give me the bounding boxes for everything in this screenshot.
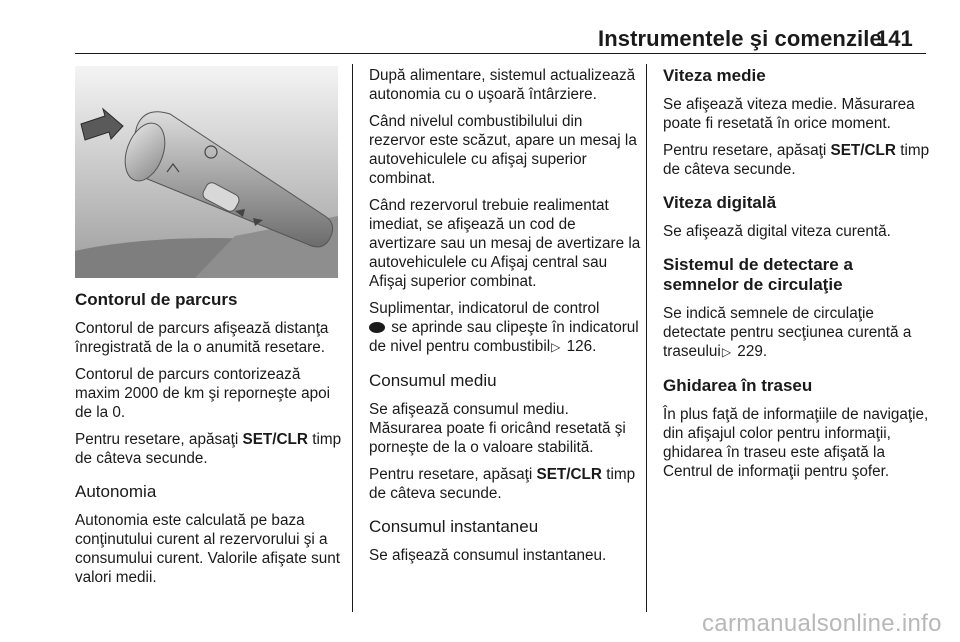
text: Pentru resetare, apăsaţi — [663, 142, 831, 159]
page-number: 141 — [876, 26, 913, 51]
text: timp de câteva secunde. — [663, 142, 930, 178]
page-reference-icon: ▷ — [721, 345, 732, 359]
paragraph: Se afişează viteza medie. Măsurarea poate fi resetată în orice moment. — [663, 96, 915, 132]
paragraph — [663, 141, 931, 179]
column-divider-1 — [352, 64, 353, 612]
heading-instant-consumption: Consumul instantaneu — [369, 517, 539, 536]
column-3 — [663, 66, 931, 489]
set-clr-label: SET/CLR — [242, 431, 308, 448]
page-reference-icon: ▷ — [551, 340, 561, 354]
paragraph: Când rezervorul trebuie realimentat imediat, se afişează un cod de avertizare sau un mesaj de avertizare la autovehiculele cu Afişaj central sau Afişaj superior combinat. — [369, 197, 641, 290]
paragraph — [75, 430, 347, 468]
paragraph: Se afişează digital viteza curentă. — [663, 223, 891, 240]
heading-route-guidance: Ghidarea în traseu — [663, 376, 813, 395]
heading-traffic-sign-detection: Sistemul de detectare a semnelor de circulaţie — [663, 255, 853, 294]
paragraph: După alimentare, sistemul actualizează autonomia cu o uşoară întârziere. — [369, 67, 636, 103]
set-clr-label: SET/CLR — [536, 466, 602, 483]
paragraph: Când nivelul combustibilului din rezervor este scăzut, apare un mesaj la autovehiculele cu afişaj superior combinat. — [369, 113, 637, 187]
page-header-title: Instrumentele şi comenzile — [598, 26, 882, 51]
text: timp de câteva secunde. — [369, 466, 636, 502]
paragraph — [663, 304, 931, 362]
text: Suplimentar, indicatorul de control — [369, 300, 600, 317]
header-rule — [75, 53, 926, 54]
stalk-illustration — [75, 66, 338, 278]
heading-digital-speed: Viteza digitală — [663, 193, 777, 212]
paragraph: Contorul de parcurs contorizează maxim 2000 de km şi reporneşte apoi de la 0. — [75, 366, 331, 421]
paragraph: În plus faţă de informaţiile de navigaţie, din afişajul color pentru informaţii, ghidarea în traseu este afişată la Centrul de informaţii pentru şofer. — [663, 406, 929, 480]
text: timp de câteva secunde. — [75, 431, 342, 467]
text: Se indică semnele de circulaţie detectate pentru secţiunea curentă a traseului — [663, 305, 912, 360]
heading-odometer: Contorul de parcurs — [75, 290, 238, 309]
paragraph: Se afişează consumul mediu. Măsurarea poate fi oricând resetată şi porneşte de la o valoare stabilită. — [369, 401, 626, 456]
page-reference: 126. — [562, 338, 597, 355]
text: Pentru resetare, apăsaţi — [369, 466, 537, 483]
set-clr-label: SET/CLR — [830, 142, 896, 159]
paragraph — [369, 465, 641, 503]
column-divider-2 — [646, 64, 647, 612]
text: Pentru resetare, apăsaţi — [75, 431, 243, 448]
text: se aprinde sau clipeşte în indicatorul de nivel pentru combustibil — [369, 319, 639, 355]
column-2 — [369, 66, 641, 573]
paragraph: Autonomia este calculată pe baza conţinutului curent al rezervorului şi a consumului curent. Valorile afişate sunt valori medii. — [75, 512, 340, 586]
paragraph: Contorul de parcurs afişează distanţa înregistrată de la o anumită resetare. — [75, 320, 329, 356]
paragraph: Se afişează consumul instantaneu. — [369, 547, 607, 564]
paragraph — [369, 299, 641, 357]
fuel-control-indicator-icon — [369, 322, 385, 333]
heading-average-consumption: Consumul mediu — [369, 371, 497, 390]
column-1 — [75, 290, 347, 595]
heading-average-speed: Viteza medie — [663, 66, 766, 85]
watermark: carmanualsonline.info — [702, 610, 942, 637]
page-reference: 229. — [733, 343, 768, 360]
heading-range: Autonomia — [75, 482, 157, 501]
